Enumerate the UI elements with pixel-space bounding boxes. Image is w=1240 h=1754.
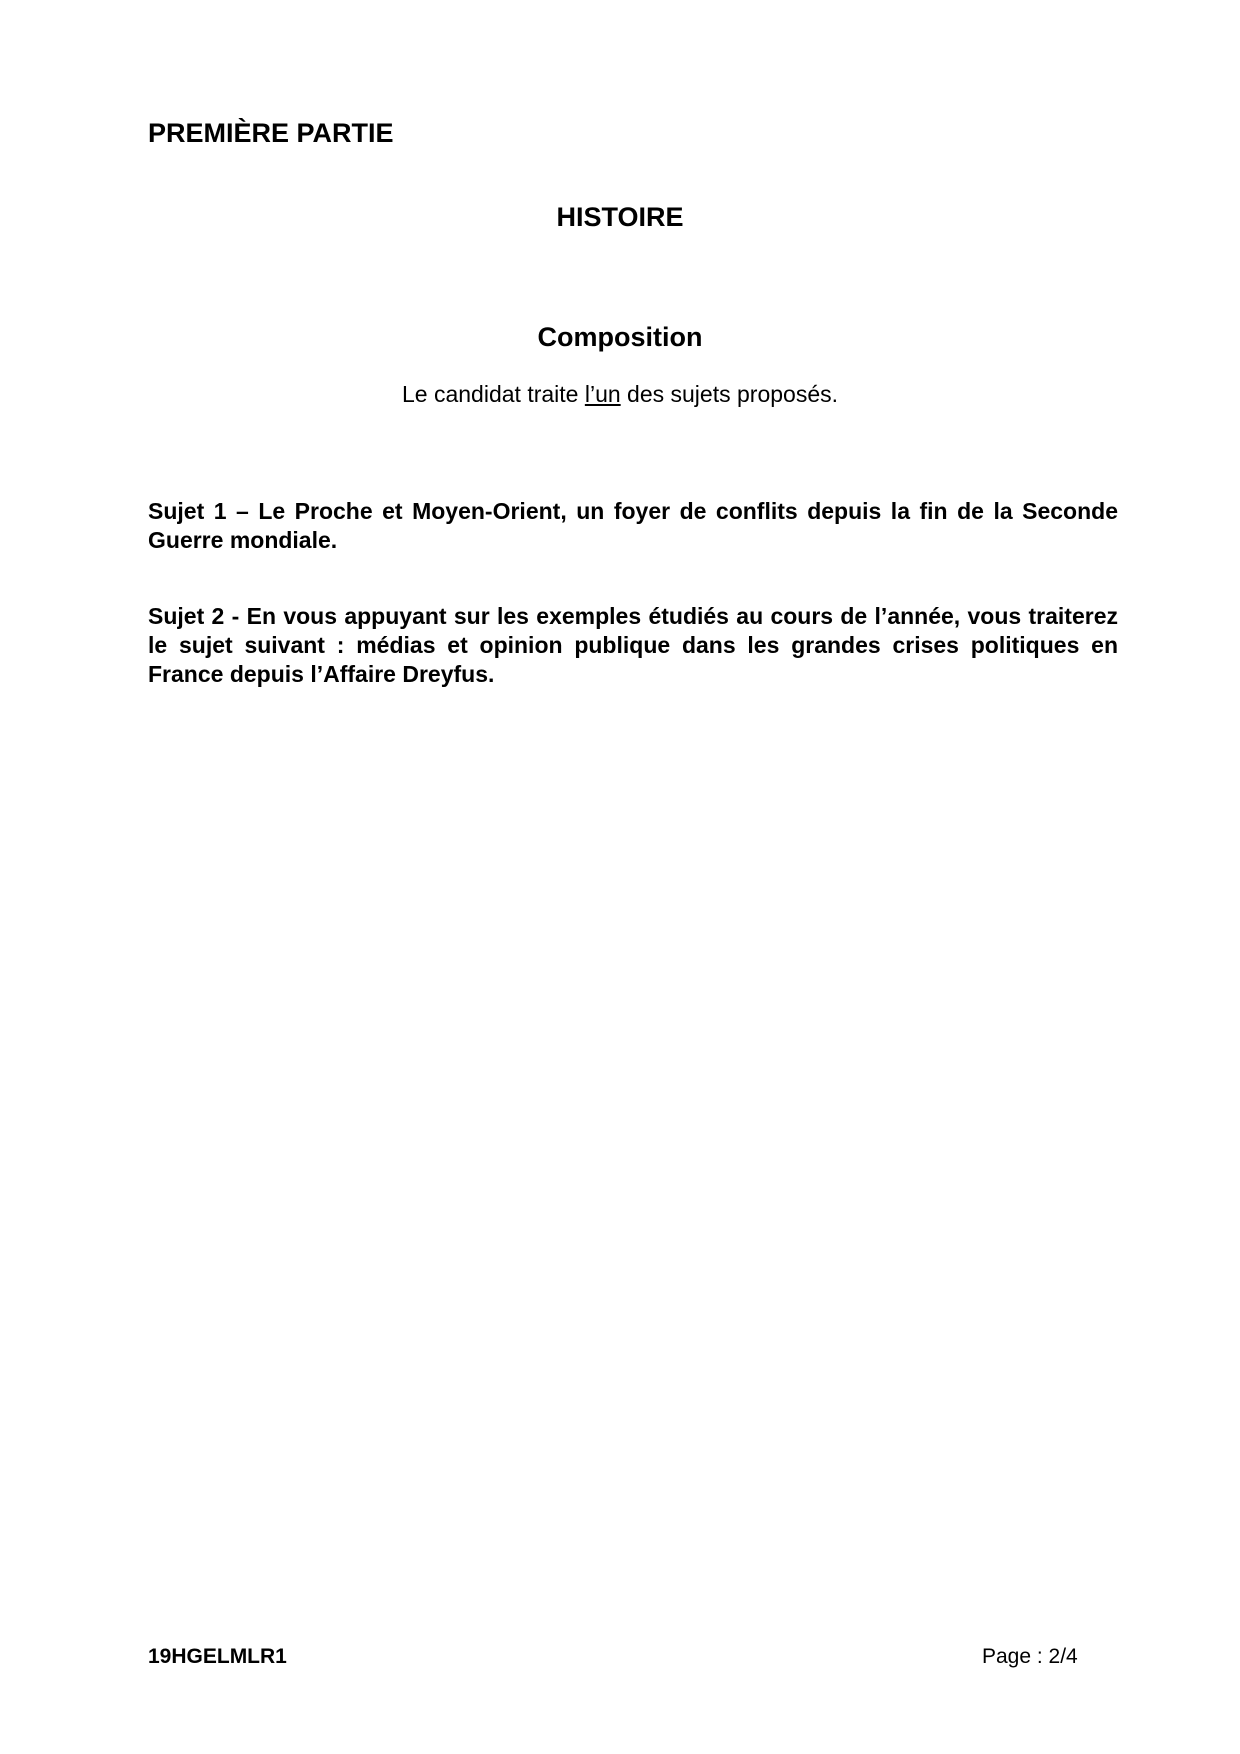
instruction-after: des sujets proposés. [620, 381, 838, 407]
instruction-underlined: l’un [584, 381, 621, 407]
subject-1: Sujet 1 – Le Proche et Moyen-Orient, un foyer de conflits depuis la fin de la Seconde Guerre mondiale. [148, 498, 1118, 553]
subject-2: Sujet 2 - En vous appuyant sur les exemples étudiés au cours de l’année, vous traiterez le sujet suivant : médias et opinion publique dans les grandes crises politiques en France depuis l’Affaire Dreyfus. [148, 603, 1118, 687]
part-title: PREMIÈRE PARTIE [148, 118, 394, 148]
footer-page-number: Page : 2/4 [982, 1645, 1078, 1668]
footer-exam-code: 19HGELMLR1 [148, 1645, 287, 1668]
subsection-title: Composition [537, 322, 703, 352]
section-title: HISTOIRE [556, 202, 684, 232]
instruction-text [0, 381, 1240, 408]
instruction-before: Le candidat traite [402, 381, 585, 407]
